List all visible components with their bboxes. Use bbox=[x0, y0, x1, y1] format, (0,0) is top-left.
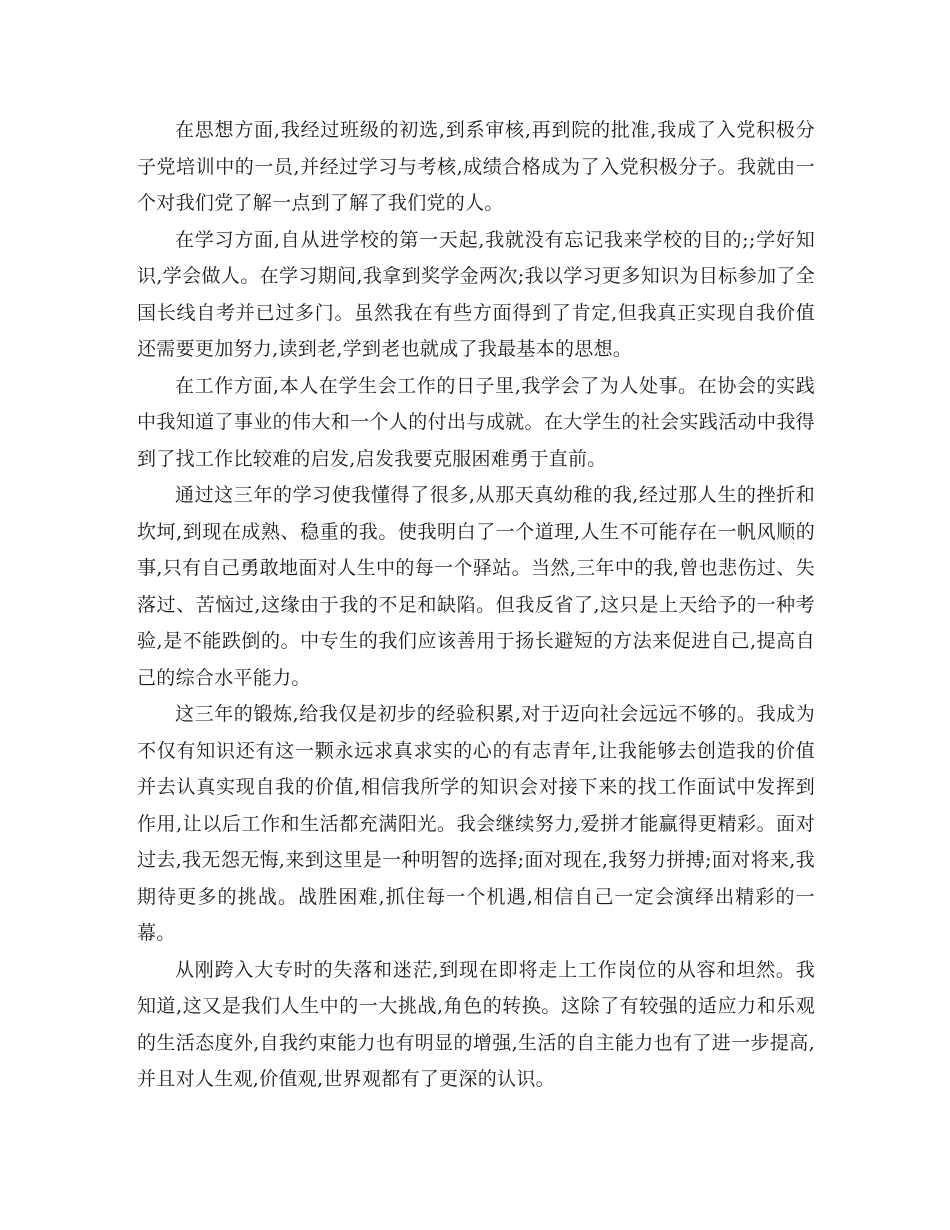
paragraph-outlook: 这三年的锻炼,给我仅是初步的经验积累,对于迈向社会远远不够的。我成为不仅有知识还有这一颗永远求真求实的心的有志青年,让我能够去创造我的价值并去认真实现自我的价值,相信我所学的知识会对接下来的找工作面试中发挥到作用,让以后工作和生活都充满阳光。我会继续努力,爱拼才能赢得更精彩。面对过去,我无怨无悔,来到这里是一种明智的选择;面对现在,我努力拼搏;面对将来,我期待更多的挑战。战胜困难,抓住每一个机遇,相信自己一定会演绎出精彩的一幕。 bbox=[137, 703, 815, 944]
paragraph-work: 在工作方面,本人在学生会工作的日子里,我学会了为人处事。在协会的实践中我知道了事业的伟大和一个人的付出与成就。在大学生的社会实践活动中我得到了找工作比较难的启发,启发我要克服困难勇于直前。 bbox=[137, 374, 815, 470]
document-body bbox=[137, 112, 815, 1098]
paragraph-conclusion: 从刚跨入大专时的失落和迷茫,到现在即将走上工作岗位的从容和坦然。我知道,这又是我们人生中的一大挑战,角色的转换。这除了有较强的适应力和乐观的生活态度外,自我约束能力也有明显的增强,生活的自主能力也有了进一步提高,并且对人生观,价值观,世界观都有了更深的认识。 bbox=[137, 958, 815, 1090]
paragraph-growth: 通过这三年的学习使我懂得了很多,从那天真幼稚的我,经过那人生的挫折和坎坷,到现在成熟、稳重的我。使我明白了一个道理,人生不可能存在一帆风顺的事,只有自己勇敢地面对人生中的每一个驿站。当然,三年中的我,曾也悲伤过、失落过、苦恼过,这缘由于我的不足和缺陷。但我反省了,这只是上天给予的一种考验,是不能跌倒的。中专生的我们应该善用于扬长避短的方法来促进自己,提高自己的综合水平能力。 bbox=[137, 484, 815, 689]
paragraph-study: 在学习方面,自从进学校的第一天起,我就没有忘记我来学校的目的;;学好知识,学会做人。在学习期间,我拿到奖学金两次;我以学习更多知识为目标参加了全国长线自考并已过多门。虽然我在有些方面得到了肯定,但我真正实现自我价值还需要更加努力,读到老,学到老也就成了我最基本的思想。 bbox=[137, 228, 815, 360]
paragraph-ideology: 在思想方面,我经过班级的初选,到系审核,再到院的批准,我成了入党积极分子党培训中的一员,并经过学习与考核,成绩合格成为了入党积极分子。我就由一个对我们党了解一点到了解了我们党的人。 bbox=[137, 119, 815, 214]
